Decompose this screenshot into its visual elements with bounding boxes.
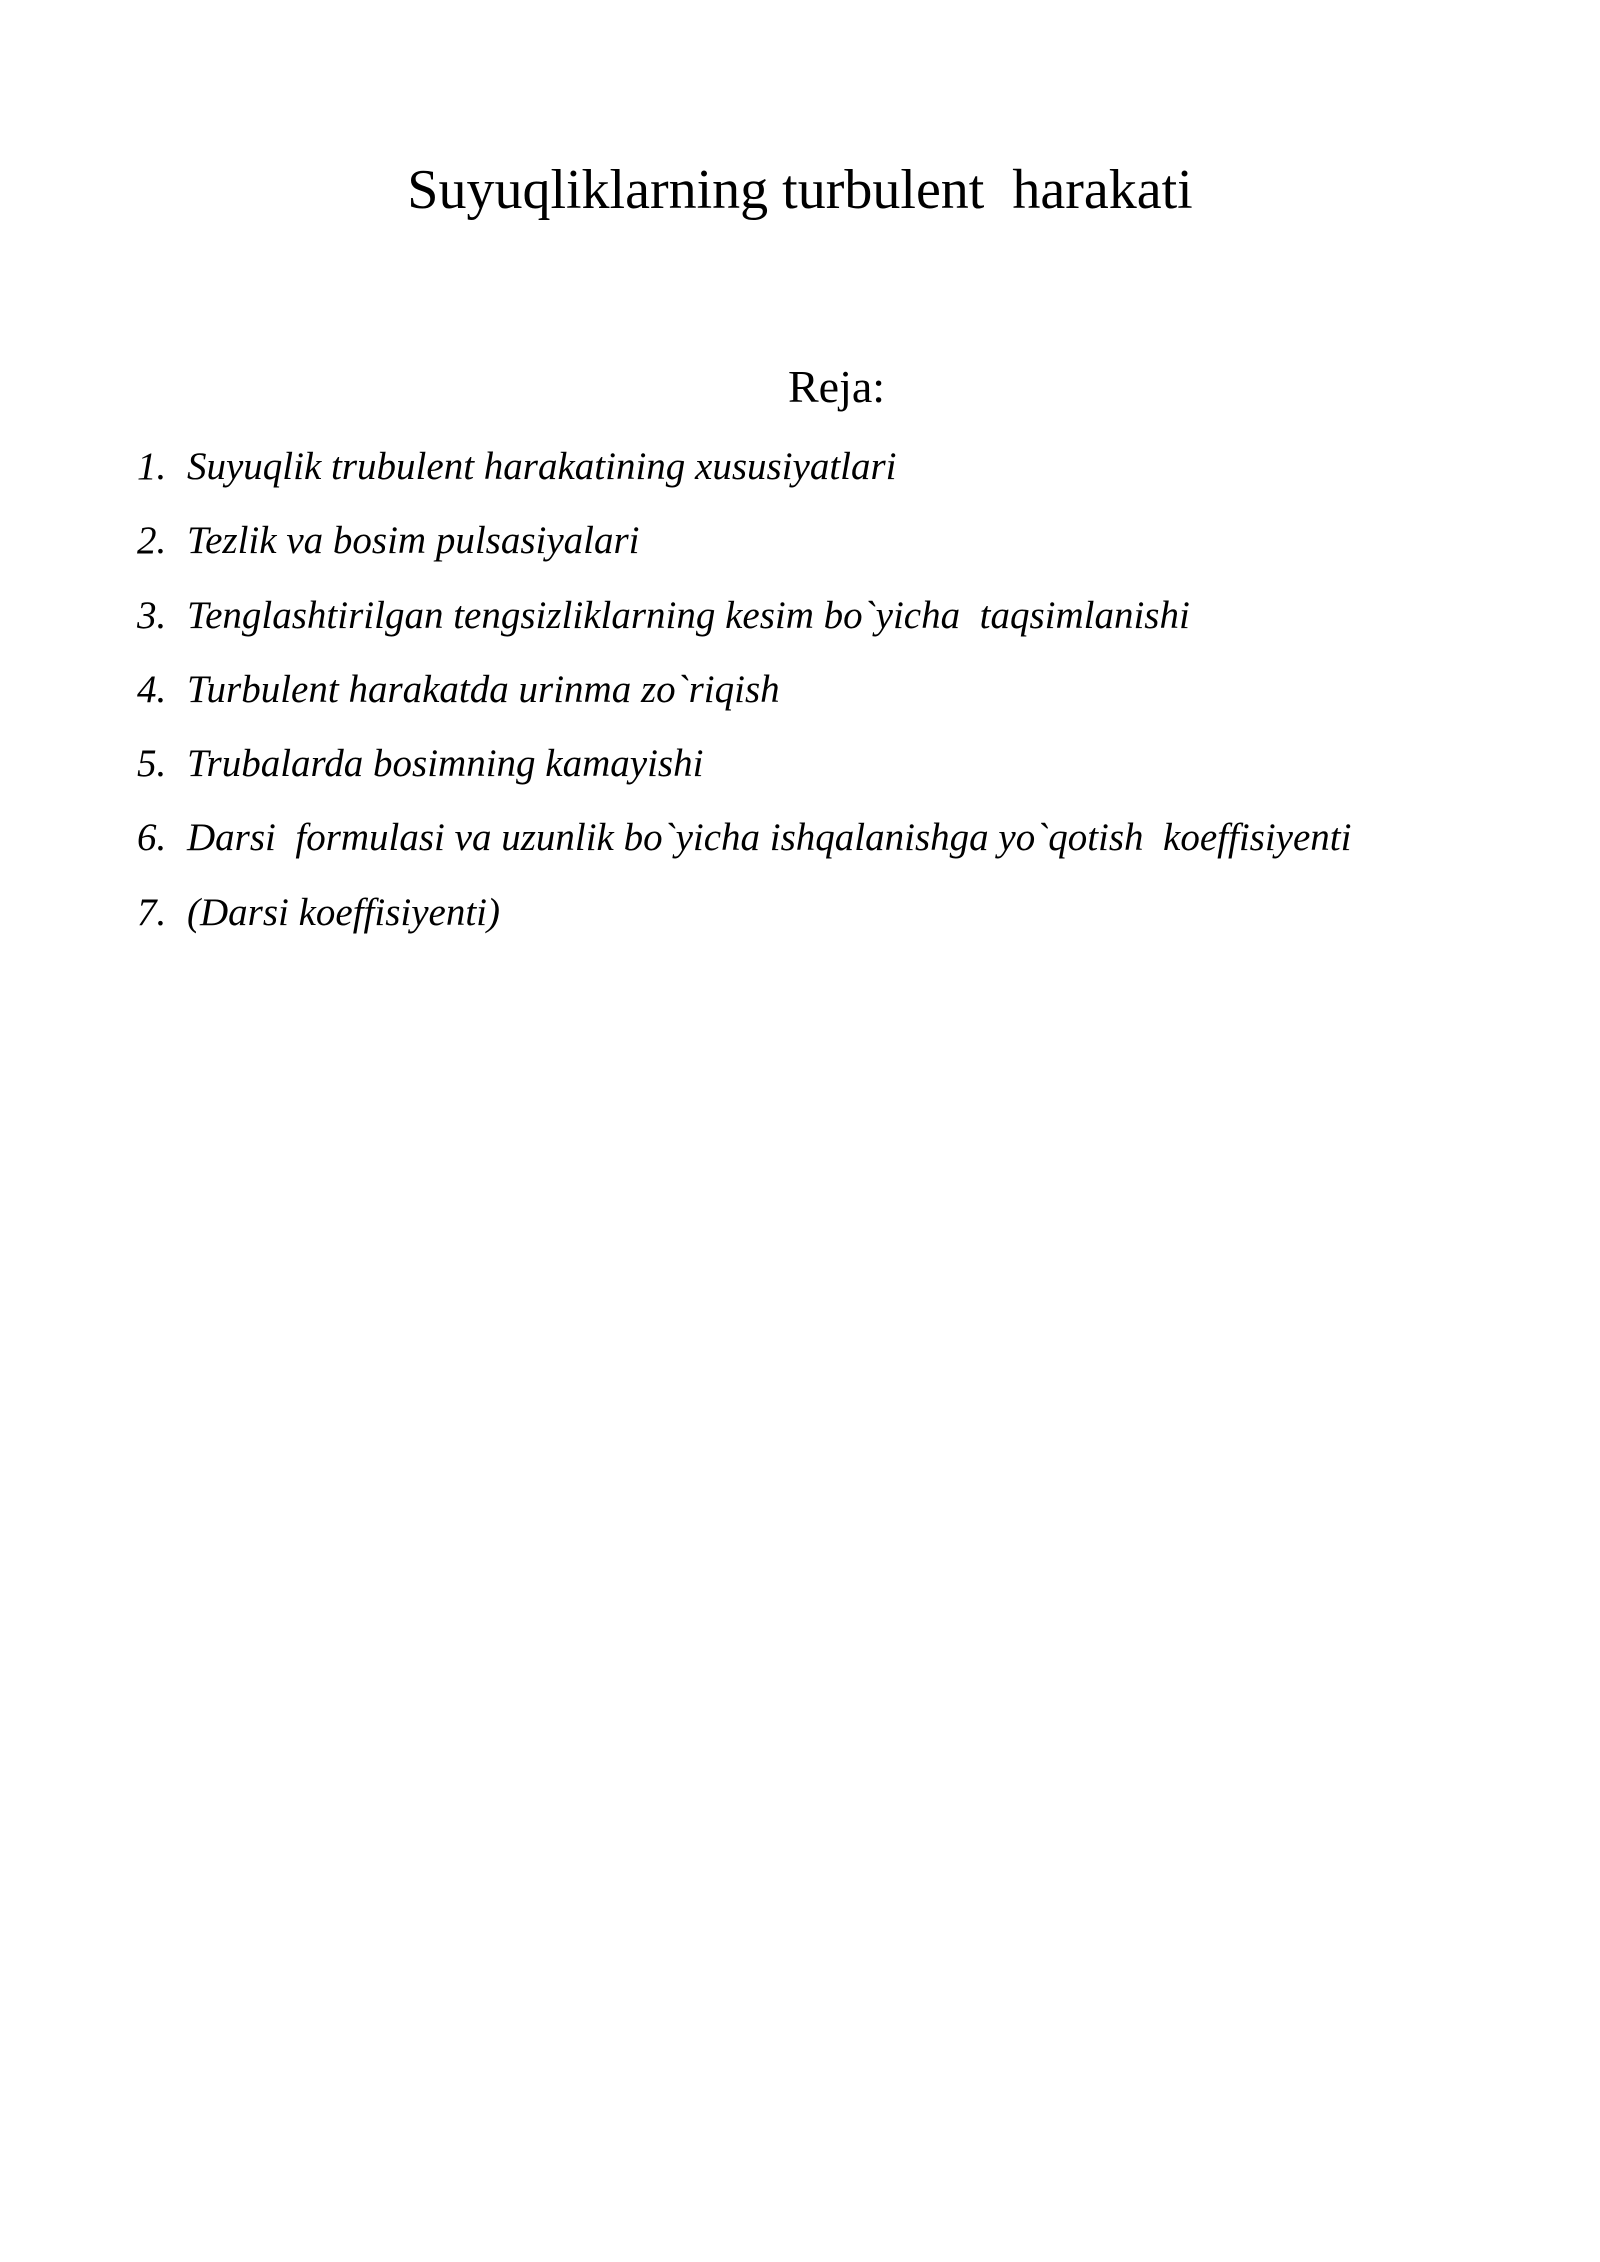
plan-item-number: 3. (137, 593, 167, 637)
plan-item-text: Darsi formulasi va uzunlik bo`yicha ishqalanishga yo`qotish koeffisiyenti (187, 816, 1352, 860)
plan-item-number: 5. (137, 742, 167, 786)
plan-item-text: (Darsi koeffisiyenti) (187, 890, 501, 934)
plan-item-1 (137, 435, 1577, 509)
plan-item-number: 4. (137, 667, 167, 711)
plan-item-text: Tenglashtirilgan tengsizliklarning kesim bo`yicha taqsimlanishi (187, 593, 1190, 637)
plan-list (137, 435, 1577, 955)
plan-item-text: Suyuqlik trubulent harakatining xususiyatlari (187, 445, 897, 488)
plan-item-6 (137, 806, 1577, 880)
plan-item-3 (137, 584, 1577, 658)
plan-item-7 (137, 881, 1577, 955)
plan-heading: Reja: (788, 361, 886, 412)
plan-item-number: 2. (137, 519, 167, 563)
plan-item-text: Trubalarda bosimning kamayishi (187, 742, 704, 786)
plan-item-number: 7. (137, 890, 167, 934)
plan-item-4 (137, 658, 1577, 732)
plan-item-text: Tezlik va bosim pulsasiyalari (187, 519, 640, 563)
plan-item-number: 6. (137, 816, 167, 860)
plan-item-text: Turbulent harakatda urinma zo`riqish (187, 667, 780, 711)
document-title: Suyuqliklarning turbulent harakati (407, 159, 1193, 221)
plan-item-number: 1. (137, 445, 167, 488)
plan-item-5 (137, 732, 1577, 806)
plan-item-2 (137, 509, 1577, 583)
